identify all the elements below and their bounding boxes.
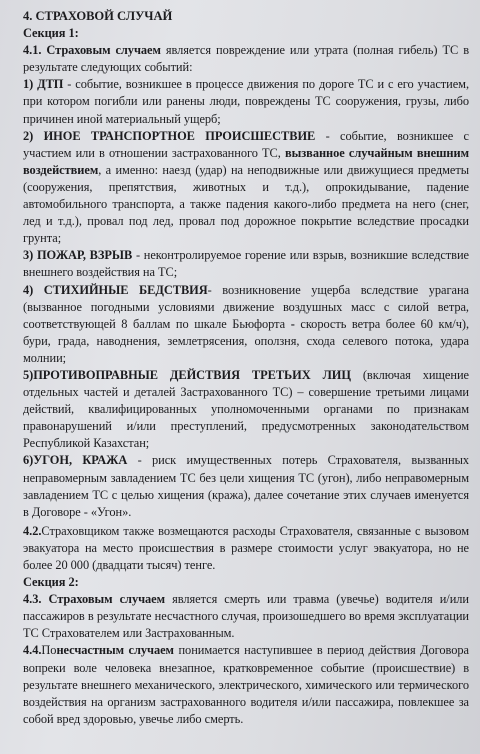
clause-term: Страховым случаем	[46, 43, 161, 58]
clause-number: 4.3.	[23, 592, 42, 607]
item-heading: 5)ПРОТИВОПРАВНЫЕ ДЕЙСТВИЯ ТРЕТЬИХ ЛИЦ	[23, 367, 351, 382]
clause-number: 4.4.	[23, 643, 42, 658]
clause-text: понимается наступившее в период действия Договора вопреки воле человека внезапное, кратковременное событие (происшествие) в результате внешнего механического, электрического, химического или термического воздействия на организм застрахованного водителя и/или пассажира, повлекшее за собой вред здоровью, увечье либо смерть.	[23, 643, 469, 726]
clause-4-2	[23, 523, 469, 574]
section-1-heading: Секция 1:	[23, 26, 79, 41]
clause-text: Страховщиком также возмещаются расходы Страхователя, связанные с вызовом эвакуатора на место происшествия в размере стоимости услуг эвакуатора, но не более 20 000 (двадцати тысяч) тенге.	[23, 523, 469, 572]
item-text: - неконтролируемое горение или взрыв, возникшие вследствие внешнего воздействия на ТС;	[23, 248, 469, 280]
item-text: - событие, возникшее в процессе движения по дороге ТС и с его участием, при котором погибли или ранены люди, повреждены ТС сооружения, грузы, либо причинен иной материальный ущерб;	[23, 77, 469, 126]
item-dash: -	[290, 316, 295, 331]
item-heading: 2) ИНОЕ ТРАНСПОРТНОЕ ПРОИСШЕСТВИЕ	[23, 128, 316, 143]
clause-4-3	[23, 591, 469, 642]
item-text: скорость ветра более 60 км/ч), бури, града, наводнения, землетрясения, оползня, схода селевого потока, удара молнии;	[23, 316, 469, 365]
item-text: , а именно: наезд (удар) на неподвижные или движущиеся предметы (сооружения, препятствия, животных и т.д.), опрокидывание, падение автомобильного транспорта, а также падения какого-либо предмета на него (снег, лед и т.д.), провал под лед, провал под дорожное покрытие вследствие просадки грунта;	[23, 162, 469, 246]
clause-4-1	[23, 42, 469, 76]
item-bold-text: вызванное случайным внешним воздействием	[23, 145, 469, 177]
item-heading: 1) ДТП	[23, 77, 64, 92]
item-text: - событие, возникшее с участием или в отношении застрахованного ТС,	[23, 128, 469, 160]
item-heading: 3) ПОЖАР, ВЗРЫВ	[23, 248, 133, 263]
item-heading: 6)УГОН, КРАЖА	[23, 453, 128, 468]
item-5-third-parties	[23, 367, 469, 452]
item-1-dtp	[23, 76, 469, 127]
clause-text: является смерть или травма (увечье) водителя и/или пассажиров в результате несчастного случая, произошедшего во время эксплуатации ТС Страхователем или Застрахованным.	[23, 592, 469, 641]
clause-4-4	[23, 642, 469, 727]
item-3-fire	[23, 247, 469, 281]
clause-term: несчастным случаем	[56, 643, 174, 658]
item-4-disasters	[23, 282, 469, 367]
clause-term: Страховым случаем	[48, 592, 166, 607]
clause-number: 4.2.	[23, 523, 42, 538]
clause-number: 4.1.	[23, 43, 42, 58]
item-text: - риск имущественных потерь Страхователя, вызванных неправомерным завладением ТС без цели хищения ТС (угон), либо неправомерным завладением ТС с целью хищения (кража), далее сочетание этих случаев именуется в Договоре - «Угон».	[23, 453, 469, 519]
item-text: (включая хищение отдельных частей и деталей Застрахованного ТС) – совершение третьими лицами действий, квалифицированных уполномоченными органами по признакам правонарушений и/или преступлений, предусмотренных законодательством Республикой Казахстан;	[23, 367, 469, 451]
clause-prefix: По	[41, 643, 57, 658]
clause-text: является повреждение или утрата (полная гибель) ТС в результате следующих событий:	[23, 43, 469, 75]
section-2-heading: Секция 2:	[23, 575, 79, 590]
item-heading: 4) СТИХИЙНЫЕ БЕДСТВИЯ	[23, 282, 208, 297]
item-2-incident	[23, 128, 469, 248]
document-text	[23, 8, 469, 728]
item-6-theft	[23, 452, 469, 520]
item-text: - возникновение ущерба вследствие урагана (вызванное погодными условиями движение воздушных масс с силой ветра, соответствующей 8 баллам по шкале Бьюфорта	[23, 282, 469, 331]
section-title: 4. СТРАХОВОЙ СЛУЧАЙ	[23, 9, 173, 23]
